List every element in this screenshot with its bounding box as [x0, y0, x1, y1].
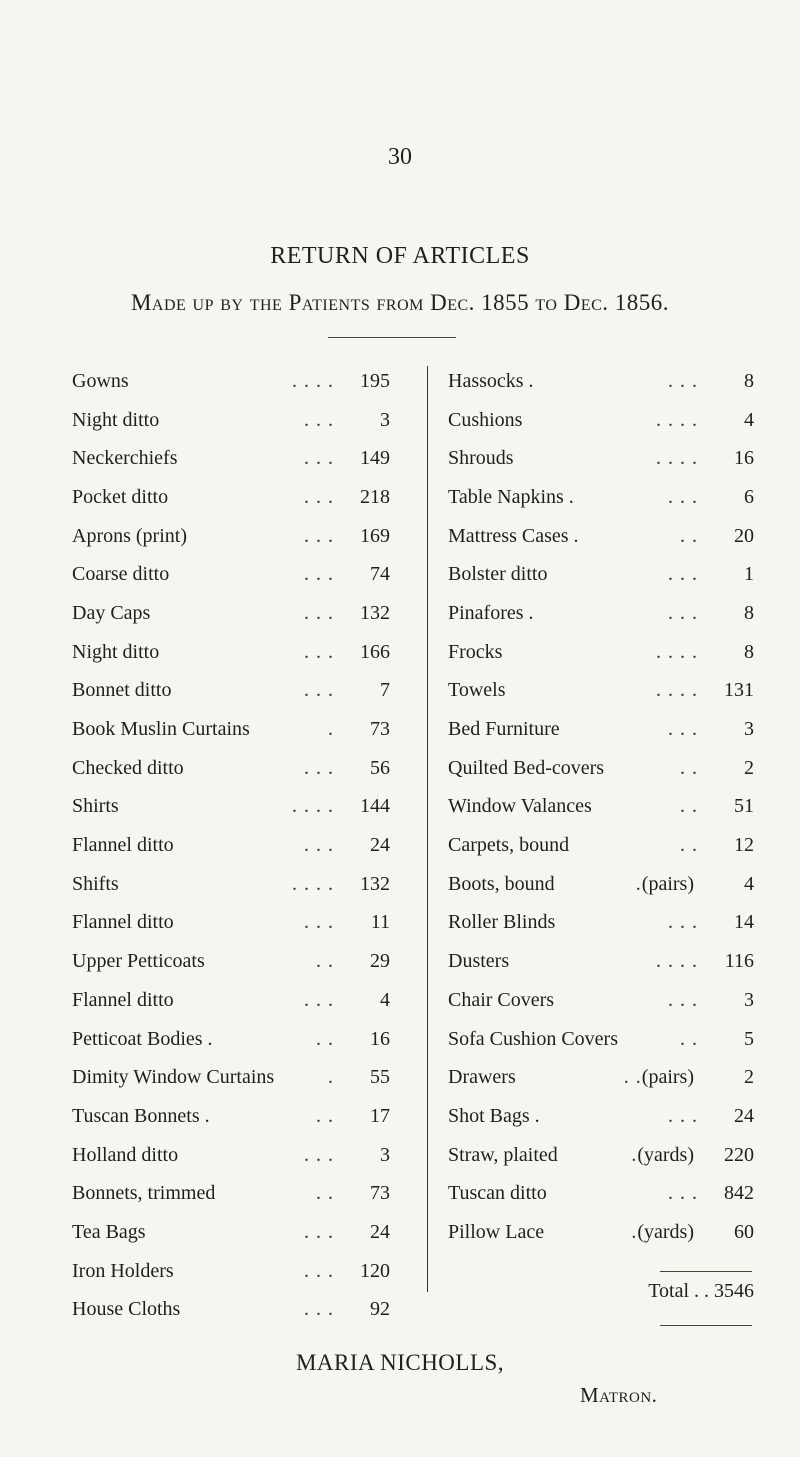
item-quantity: 14 — [734, 911, 754, 934]
right-item-row — [448, 826, 754, 865]
dot-leader: . . . — [304, 447, 334, 470]
right-item-row — [448, 555, 754, 594]
item-quantity: 166 — [360, 640, 390, 663]
page-number: 30 — [388, 144, 412, 170]
item-name: House Cloths — [72, 1298, 181, 1321]
item-quantity: 4 — [744, 872, 754, 895]
item-quantity: 149 — [360, 447, 390, 470]
item-quantity: 16 — [370, 1027, 390, 1050]
dot-leader: . . . . — [292, 369, 334, 392]
item-quantity: 132 — [360, 872, 390, 895]
item-name: Iron Holders — [72, 1259, 174, 1282]
item-name: Pillow Lace — [448, 1220, 545, 1243]
right-item-row — [448, 1020, 754, 1059]
page-subtitle: Made up by the Patients from Dec. 1855 to Dec. 1856. — [130, 290, 670, 315]
right-items-list — [448, 362, 754, 1252]
item-name: Shirts — [72, 795, 119, 818]
total-rule-bottom — [660, 1325, 752, 1326]
item-unit: (pairs) — [641, 1066, 694, 1089]
right-item-row — [448, 672, 754, 711]
item-name: Boots, bound — [448, 872, 555, 895]
dot-leader: . . . — [668, 369, 698, 392]
dot-leader: . . . . — [656, 447, 698, 470]
left-item-row — [72, 749, 390, 788]
item-name: Cushions — [448, 408, 523, 431]
item-name: Dimity Window Curtains — [72, 1066, 275, 1089]
dot-leader: . . . — [668, 988, 698, 1011]
dot-leader: . . — [316, 950, 334, 973]
right-item-row — [448, 633, 754, 672]
item-quantity: 6 — [744, 485, 754, 508]
item-name: Shifts — [72, 872, 119, 895]
dot-leader: . . — [316, 1182, 334, 1205]
item-quantity: 24 — [734, 1104, 754, 1127]
left-item-row — [72, 672, 390, 711]
item-name: Flannel ditto — [72, 911, 174, 934]
item-name: Bonnet ditto — [72, 679, 172, 702]
item-quantity: 60 — [734, 1220, 754, 1243]
left-item-row — [72, 633, 390, 672]
right-item-row — [448, 749, 754, 788]
item-quantity: 73 — [370, 718, 390, 741]
dot-leader: . . . — [304, 601, 334, 624]
item-name: Tuscan ditto — [448, 1182, 547, 1205]
item-quantity: 7 — [380, 679, 390, 702]
dot-leader: . . . — [304, 524, 334, 547]
left-items-list — [72, 362, 390, 1329]
item-name: Bolster ditto — [448, 563, 548, 586]
left-item-row — [72, 942, 390, 981]
item-name: Shot Bags . — [448, 1104, 540, 1127]
item-name: Tuscan Bonnets . — [72, 1104, 210, 1127]
dot-leader: . . . — [304, 1220, 334, 1243]
signer-role: Matron. — [580, 1383, 658, 1407]
item-quantity: 116 — [724, 950, 754, 973]
item-name: Quilted Bed-covers — [448, 756, 605, 779]
item-quantity: 17 — [370, 1104, 390, 1127]
dot-leader: . . . . — [656, 679, 698, 702]
dot-leader: . . . — [304, 911, 334, 934]
item-name: Flannel ditto — [72, 988, 174, 1011]
item-quantity: 4 — [744, 408, 754, 431]
dot-leader: . . . — [668, 601, 698, 624]
item-name: Drawers — [448, 1066, 516, 1089]
item-quantity: 131 — [724, 679, 754, 702]
left-item-row — [72, 981, 390, 1020]
item-name: Pocket ditto — [72, 485, 169, 508]
left-item-row — [72, 1058, 390, 1097]
left-item-row — [72, 710, 390, 749]
dot-leader: . — [631, 1220, 638, 1243]
dot-leader: . . . — [668, 1104, 698, 1127]
dot-leader: . . . — [304, 1298, 334, 1321]
item-name: Window Valances — [448, 795, 592, 818]
column-divider — [427, 366, 428, 1292]
left-item-row — [72, 478, 390, 517]
item-name: Day Caps — [72, 601, 151, 624]
item-name: Night ditto — [72, 640, 160, 663]
item-unit: (yards) — [637, 1220, 694, 1243]
item-quantity: 74 — [370, 563, 390, 586]
item-quantity: 842 — [724, 1182, 754, 1205]
left-item-row — [72, 517, 390, 556]
item-name: Checked ditto — [72, 756, 184, 779]
dot-leader: . . — [680, 795, 698, 818]
dot-leader: . . . — [304, 485, 334, 508]
item-name: Shrouds — [448, 447, 514, 470]
dot-leader: . . . — [668, 1182, 698, 1205]
dot-leader: . . . — [304, 756, 334, 779]
left-item-row — [72, 1136, 390, 1175]
dot-leader: . — [631, 1143, 638, 1166]
dot-leader: . . . — [304, 1143, 334, 1166]
right-item-row — [448, 865, 754, 904]
dot-leader: . . — [623, 1066, 642, 1089]
left-item-row — [72, 1174, 390, 1213]
item-name: Flannel ditto — [72, 834, 174, 857]
item-quantity: 29 — [370, 950, 390, 973]
item-name: Roller Blinds — [448, 911, 556, 934]
item-name: Holland ditto — [72, 1143, 179, 1166]
item-quantity: 120 — [360, 1259, 390, 1282]
item-quantity: 3 — [380, 408, 390, 431]
item-name: Carpets, bound — [448, 834, 570, 857]
item-name: Book Muslin Curtains — [72, 718, 250, 741]
item-name: Dusters — [448, 950, 510, 973]
total-label: Total . . — [648, 1280, 709, 1302]
right-item-row — [448, 362, 754, 401]
left-item-row — [72, 1252, 390, 1291]
item-name: Frocks — [448, 640, 503, 663]
item-unit: (pairs) — [641, 872, 694, 895]
item-quantity: 1 — [744, 563, 754, 586]
item-name: Sofa Cushion Covers — [448, 1027, 618, 1050]
item-name: Mattress Cases . — [448, 524, 579, 547]
right-item-row — [448, 904, 754, 943]
item-quantity: 144 — [360, 795, 390, 818]
dot-leader: . . . — [668, 718, 698, 741]
left-item-row — [72, 788, 390, 827]
item-quantity: 24 — [370, 834, 390, 857]
dot-leader: . . — [316, 1104, 334, 1127]
right-item-row — [448, 1136, 754, 1175]
dot-leader: . . — [680, 834, 698, 857]
dot-leader: . . . — [668, 911, 698, 934]
dot-leader: . . . . — [292, 795, 334, 818]
item-quantity: 20 — [734, 524, 754, 547]
right-item-row — [448, 710, 754, 749]
item-quantity: 3 — [744, 988, 754, 1011]
item-quantity: 56 — [370, 756, 390, 779]
item-quantity: 4 — [380, 988, 390, 1011]
dot-leader: . — [635, 872, 642, 895]
right-item-row — [448, 942, 754, 981]
item-name: Straw, plaited — [448, 1143, 558, 1166]
item-quantity: 16 — [734, 447, 754, 470]
item-name: Gowns — [72, 369, 129, 392]
dot-leader: . . . . — [656, 640, 698, 663]
item-unit: (yards) — [637, 1143, 694, 1166]
right-item-row — [448, 1097, 754, 1136]
dot-leader: . . — [680, 524, 698, 547]
item-name: Night ditto — [72, 408, 160, 431]
item-quantity: 8 — [744, 369, 754, 392]
left-item-row — [72, 439, 390, 478]
left-item-row — [72, 401, 390, 440]
item-name: Aprons (print) — [72, 524, 187, 547]
left-item-row — [72, 865, 390, 904]
right-item-row — [448, 1213, 754, 1252]
item-name: Towels — [448, 679, 506, 702]
item-name: Upper Petticoats — [72, 950, 205, 973]
item-quantity: 220 — [724, 1143, 754, 1166]
total-value: 3546 — [714, 1280, 754, 1302]
left-item-row — [72, 594, 390, 633]
item-quantity: 169 — [360, 524, 390, 547]
page-title: RETURN OF ARTICLES — [270, 243, 530, 269]
item-quantity: 195 — [360, 369, 390, 392]
right-item-row — [448, 981, 754, 1020]
item-name: Chair Covers — [448, 988, 555, 1011]
item-name: Pinafores . — [448, 601, 534, 624]
item-name: Table Napkins . — [448, 485, 574, 508]
dot-leader: . . . — [668, 485, 698, 508]
item-quantity: 92 — [370, 1298, 390, 1321]
item-quantity: 5 — [744, 1027, 754, 1050]
item-name: Petticoat Bodies . — [72, 1027, 213, 1050]
item-quantity: 73 — [370, 1182, 390, 1205]
item-name: Bed Furniture — [448, 718, 560, 741]
dot-leader: . . . — [304, 1259, 334, 1282]
item-quantity: 3 — [380, 1143, 390, 1166]
dot-leader: . — [328, 718, 334, 741]
dot-leader: . . . — [304, 408, 334, 431]
dot-leader: . . . — [304, 563, 334, 586]
left-item-row — [72, 904, 390, 943]
dot-leader: . . — [680, 1027, 698, 1050]
dot-leader: . — [328, 1066, 334, 1089]
dot-leader: . . . . — [292, 872, 334, 895]
left-item-row — [72, 1291, 390, 1330]
item-name: Neckerchiefs — [72, 447, 178, 470]
item-quantity: 24 — [370, 1220, 390, 1243]
left-item-row — [72, 555, 390, 594]
dot-leader: . . . . — [656, 408, 698, 431]
item-name: Hassocks . — [448, 369, 534, 392]
item-name: Bonnets, trimmed — [72, 1182, 216, 1205]
right-item-row — [448, 1058, 754, 1097]
right-item-row — [448, 478, 754, 517]
item-quantity: 51 — [734, 795, 754, 818]
item-quantity: 11 — [370, 911, 390, 934]
left-item-row — [72, 1213, 390, 1252]
right-item-row — [448, 439, 754, 478]
item-quantity: 12 — [734, 834, 754, 857]
left-item-row — [72, 1097, 390, 1136]
title-divider — [328, 337, 456, 338]
item-name: Tea Bags — [72, 1220, 146, 1243]
dot-leader: . . . — [304, 679, 334, 702]
item-quantity: 3 — [744, 718, 754, 741]
item-quantity: 132 — [360, 601, 390, 624]
left-item-row — [72, 826, 390, 865]
right-item-row — [448, 401, 754, 440]
item-quantity: 8 — [744, 601, 754, 624]
item-quantity: 8 — [744, 640, 754, 663]
right-item-row — [448, 517, 754, 556]
left-item-row — [72, 362, 390, 401]
left-item-row — [72, 1020, 390, 1059]
item-quantity: 2 — [744, 1066, 754, 1089]
item-quantity: 55 — [370, 1066, 390, 1089]
signer-name: MARIA NICHOLLS, — [295, 1350, 505, 1375]
dot-leader: . . — [680, 756, 698, 779]
total-rule-top — [660, 1271, 752, 1272]
dot-leader: . . . — [304, 834, 334, 857]
right-item-row — [448, 594, 754, 633]
dot-leader: . . . . — [656, 950, 698, 973]
right-item-row — [448, 788, 754, 827]
total-line — [448, 1280, 754, 1303]
dot-leader: . . . — [304, 988, 334, 1011]
right-item-row — [448, 1174, 754, 1213]
item-name: Coarse ditto — [72, 563, 170, 586]
item-quantity: 218 — [360, 485, 390, 508]
item-quantity: 2 — [744, 756, 754, 779]
dot-leader: . . . — [668, 563, 698, 586]
dot-leader: . . . — [304, 640, 334, 663]
dot-leader: . . — [316, 1027, 334, 1050]
